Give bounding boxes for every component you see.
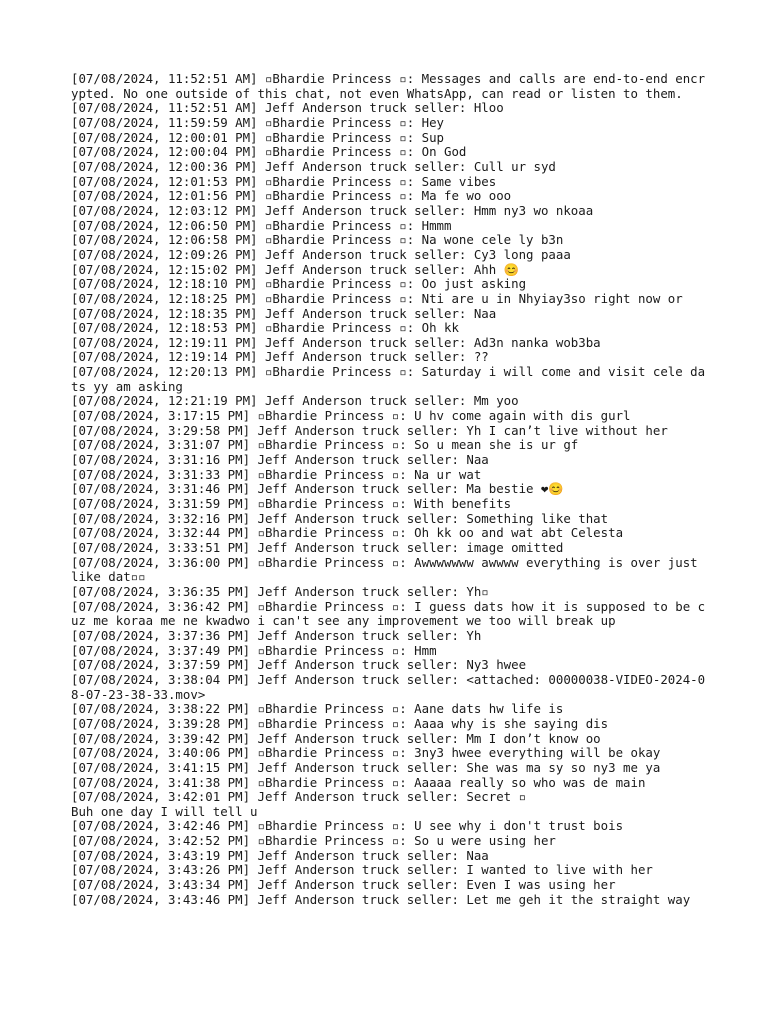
- chat-line: [07/08/2024, 3:29:58 PM] Jeff Anderson truck seller: Yh I can’t live without her: [71, 422, 668, 438]
- chat-line: [07/08/2024, 12:19:11 PM] Jeff Anderson truck seller: Ad3n nanka wob3ba: [71, 334, 601, 350]
- chat-transcript: [71, 72, 707, 907]
- chat-line: [07/08/2024, 12:00:04 PM] ▫Bhardie Princess ▫: On God: [71, 144, 467, 160]
- chat-line: [07/08/2024, 11:52:51 AM] Jeff Anderson truck seller: Hloo: [71, 100, 504, 116]
- chat-line: [07/08/2024, 3:31:07 PM] ▫Bhardie Princess ▫: So u mean she is ur gf: [71, 437, 579, 453]
- chat-line: [07/08/2024, 3:42:01 PM] Jeff Anderson truck seller: Secret ▫: [71, 789, 527, 805]
- chat-line: [07/08/2024, 12:03:12 PM] Jeff Anderson truck seller: Hmm ny3 wo nkoaa: [71, 202, 594, 218]
- chat-line: [07/08/2024, 12:18:53 PM] ▫Bhardie Princess ▫: Oh kk: [71, 320, 459, 336]
- chat-line: [07/08/2024, 3:41:15 PM] Jeff Anderson truck seller: She was ma sy so ny3 me ya: [71, 759, 661, 775]
- chat-line: [07/08/2024, 3:37:36 PM] Jeff Anderson truck seller: Yh: [71, 627, 482, 643]
- chat-line: [07/08/2024, 3:36:00 PM] ▫Bhardie Princess ▫: Awwwwwww awwww everything is over just like dat▫▫: [71, 554, 706, 585]
- chat-line: [07/08/2024, 12:06:58 PM] ▫Bhardie Princess ▫: Na wone cele ly b3n: [71, 232, 564, 248]
- chat-line: [07/08/2024, 3:43:19 PM] Jeff Anderson truck seller: Naa: [71, 847, 489, 863]
- chat-line: [07/08/2024, 3:32:16 PM] Jeff Anderson truck seller: Something like that: [71, 510, 609, 526]
- chat-line: [07/08/2024, 3:39:28 PM] ▫Bhardie Princess ▫: Aaaa why is she saying dis: [71, 715, 609, 731]
- chat-line: [07/08/2024, 3:31:46 PM] Jeff Anderson truck seller: Ma bestie ❤😊: [71, 481, 564, 497]
- chat-line: [07/08/2024, 3:31:16 PM] Jeff Anderson truck seller: Naa: [71, 452, 489, 468]
- chat-line: [07/08/2024, 3:32:44 PM] ▫Bhardie Princess ▫: Oh kk oo and wat abt Celesta: [71, 525, 624, 541]
- chat-line: [07/08/2024, 3:33:51 PM] Jeff Anderson truck seller: image omitted: [71, 540, 564, 555]
- chat-line: [07/08/2024, 12:09:26 PM] Jeff Anderson truck seller: Cy3 long paaa: [71, 246, 571, 262]
- chat-line: [07/08/2024, 12:18:25 PM] ▫Bhardie Princess ▫: Nti are u in Nhyiay3so right now or: [71, 290, 683, 306]
- chat-line: [07/08/2024, 12:19:14 PM] Jeff Anderson truck seller: ??: [71, 349, 489, 365]
- chat-line: [07/08/2024, 3:43:46 PM] Jeff Anderson truck seller: Let me geh it the straight way: [71, 891, 691, 907]
- chat-line: [07/08/2024, 3:41:38 PM] ▫Bhardie Princess ▫: Aaaaa really so who was de main: [71, 774, 646, 790]
- chat-line: [07/08/2024, 11:59:59 AM] ▫Bhardie Princess ▫: Hey: [71, 114, 444, 130]
- chat-line: [07/08/2024, 12:18:35 PM] Jeff Anderson truck seller: Naa: [71, 305, 497, 321]
- chat-line: [07/08/2024, 12:20:13 PM] ▫Bhardie Princess ▫: Saturday i will come and visit cele dats yy am asking: [71, 364, 706, 394]
- chat-line: [07/08/2024, 3:43:26 PM] Jeff Anderson truck seller: I wanted to live with her: [71, 862, 653, 878]
- chat-line: [07/08/2024, 12:15:02 PM] Jeff Anderson truck seller: Ahh 😊: [71, 261, 520, 277]
- chat-line: [07/08/2024, 3:36:35 PM] Jeff Anderson truck seller: Yh▫: [71, 583, 489, 599]
- chat-line: [07/08/2024, 3:39:42 PM] Jeff Anderson truck seller: Mm I don’t know oo: [71, 730, 601, 746]
- chat-line: [07/08/2024, 3:17:15 PM] ▫Bhardie Princess ▫: U hv come again with dis gurl: [71, 408, 631, 424]
- chat-line: [07/08/2024, 11:52:51 AM] ▫Bhardie Princess ▫: Messages and calls are end-to-end encrypted. No one outside of this chat, not even WhatsApp, can read or listen to them.: [71, 71, 706, 101]
- chat-line: [07/08/2024, 12:00:36 PM] Jeff Anderson truck seller: Cull ur syd: [71, 158, 556, 174]
- chat-line: [07/08/2024, 3:38:22 PM] ▫Bhardie Princess ▫: Aane dats hw life is: [71, 701, 564, 717]
- chat-line: Buh one day I will tell u: [71, 803, 258, 819]
- chat-line: [07/08/2024, 3:40:06 PM] ▫Bhardie Princess ▫: 3ny3 hwee everything will be okay: [71, 745, 661, 761]
- chat-line: [07/08/2024, 12:18:10 PM] ▫Bhardie Princess ▫: Oo just asking: [71, 276, 527, 292]
- chat-line: [07/08/2024, 3:31:59 PM] ▫Bhardie Princess ▫: With benefits: [71, 496, 512, 512]
- chat-line: [07/08/2024, 3:42:52 PM] ▫Bhardie Princess ▫: So u were using her: [71, 833, 556, 849]
- chat-line: [07/08/2024, 3:43:34 PM] Jeff Anderson truck seller: Even I was using her: [71, 877, 616, 893]
- chat-line: [07/08/2024, 3:36:42 PM] ▫Bhardie Princess ▫: I guess dats how it is supposed to be cuz me koraa me ne kwadwo i can't see any improvement we too will break up: [71, 598, 706, 629]
- chat-line: [07/08/2024, 12:06:50 PM] ▫Bhardie Princess ▫: Hmmm: [71, 217, 452, 233]
- chat-line: [07/08/2024, 12:01:53 PM] ▫Bhardie Princess ▫: Same vibes: [71, 173, 497, 189]
- chat-line: [07/08/2024, 3:38:04 PM] Jeff Anderson truck seller: <attached: 00000038-VIDEO-2024-08-07-23-38-33.mov>: [71, 671, 706, 702]
- chat-line: [07/08/2024, 3:31:33 PM] ▫Bhardie Princess ▫: Na ur wat: [71, 466, 482, 482]
- chat-line: [07/08/2024, 12:21:19 PM] Jeff Anderson truck seller: Mm yoo: [71, 393, 519, 409]
- chat-line: [07/08/2024, 3:37:49 PM] ▫Bhardie Princess ▫: Hmm: [71, 642, 437, 658]
- chat-line: [07/08/2024, 3:37:59 PM] Jeff Anderson truck seller: Ny3 hwee: [71, 657, 527, 673]
- chat-line: [07/08/2024, 12:01:56 PM] ▫Bhardie Princess ▫: Ma fe wo ooo: [71, 188, 512, 204]
- chat-line: [07/08/2024, 3:42:46 PM] ▫Bhardie Princess ▫: U see why i don't trust bois: [71, 818, 624, 834]
- chat-line: [07/08/2024, 12:00:01 PM] ▫Bhardie Princess ▫: Sup: [71, 129, 444, 145]
